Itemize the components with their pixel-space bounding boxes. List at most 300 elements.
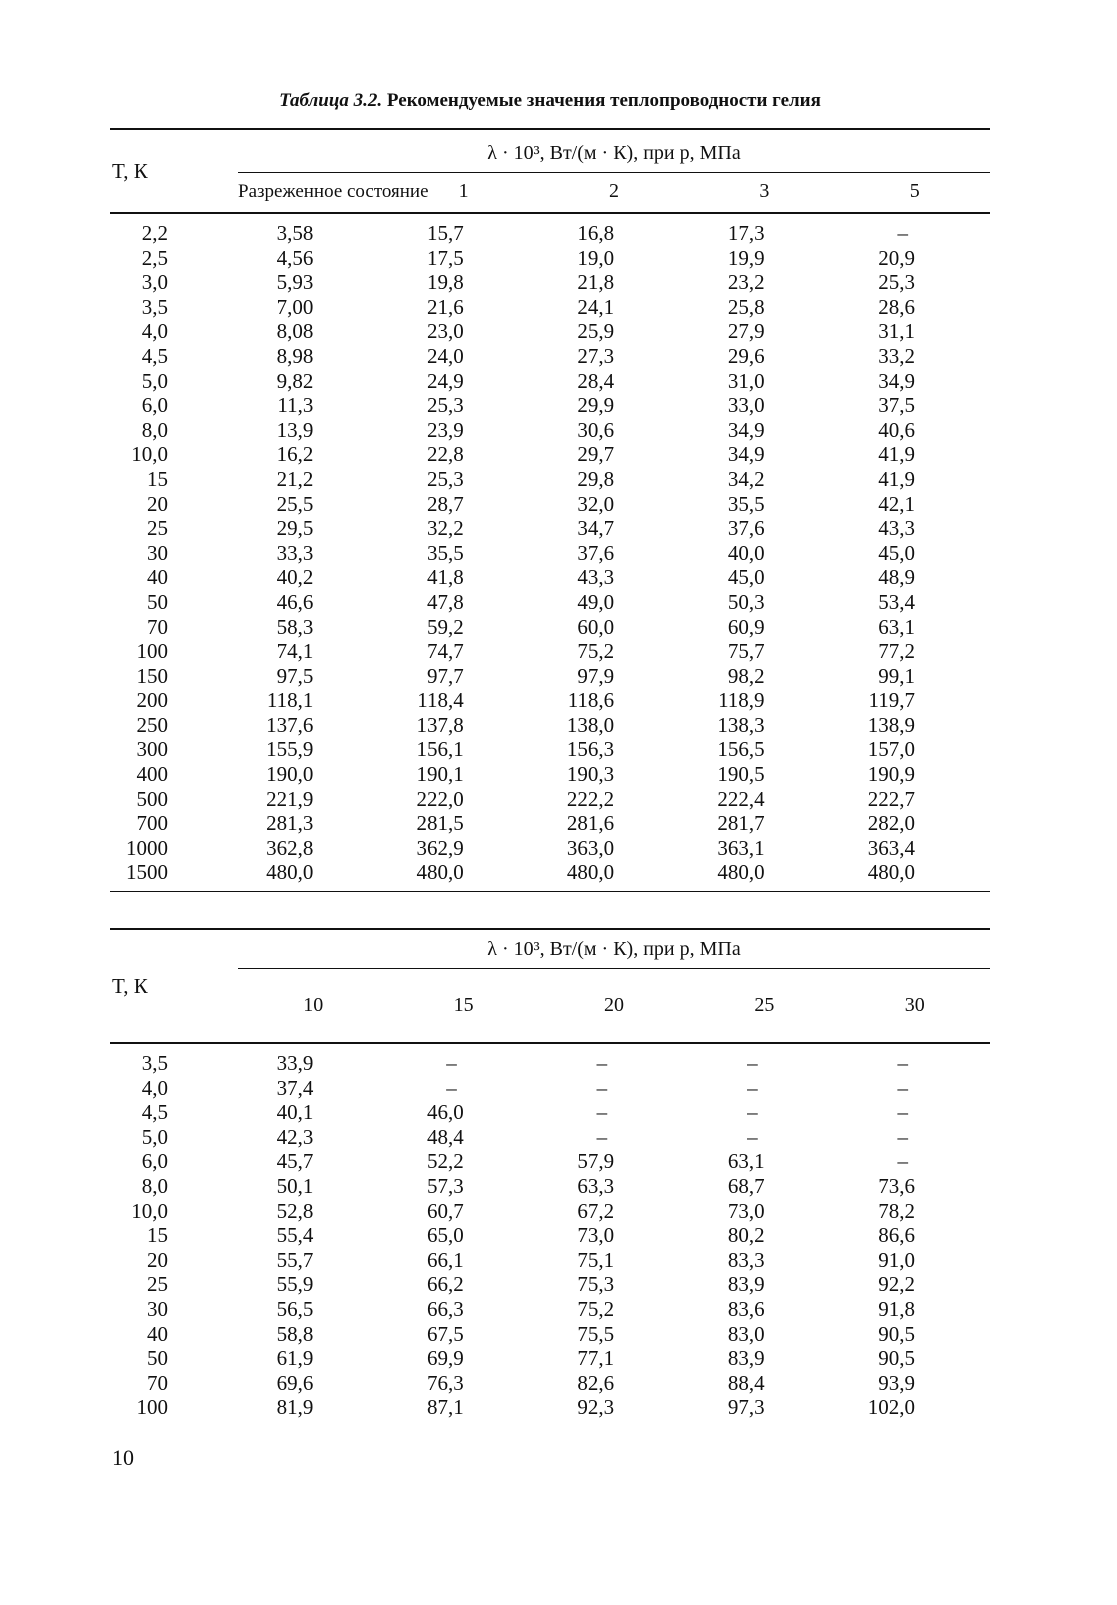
conductivity-cell: 65,0 — [427, 1223, 464, 1248]
table-row — [110, 1199, 990, 1224]
temperature-cell: 500 — [136, 786, 168, 811]
conductivity-cell: 60,9 — [727, 614, 765, 639]
conductivity-cell: 25,3 — [878, 270, 915, 295]
column-header: Разреженное состояние — [238, 173, 388, 214]
page-number: 10 — [112, 1445, 134, 1470]
conductivity-cell: 32,2 — [427, 516, 464, 541]
conductivity-cell: 56,5 — [276, 1296, 314, 1321]
temperature-header: T, К — [110, 929, 238, 1043]
conductivity-cell: – — [840, 213, 990, 246]
table-title: Рекомендуемые значения теплопроводности гелия — [386, 90, 821, 111]
conductivity-cell: 118,9 — [718, 688, 765, 713]
table-row — [110, 1322, 990, 1347]
conductivity-cell: 50,1 — [276, 1173, 314, 1198]
conductivity-cell: 73,6 — [878, 1173, 915, 1198]
temperature-cell: 3,0 — [141, 270, 168, 295]
conductivity-cell: – — [897, 1149, 908, 1174]
conductivity-cell: 221,9 — [266, 786, 314, 811]
temperature-cell: 25 — [147, 516, 168, 541]
conductivity-cell: 25,3 — [427, 466, 464, 491]
conductivity-cell: 8,08 — [276, 319, 314, 344]
table-row — [110, 762, 990, 787]
conductivity-cell: 41,9 — [878, 466, 915, 491]
conductivity-cell: 7,00 — [276, 294, 314, 319]
conductivity-table-low-pressure — [110, 128, 990, 892]
conductivity-cell: 222,7 — [867, 786, 915, 811]
conductivity-cell: 75,5 — [577, 1321, 615, 1346]
table-row — [110, 664, 990, 689]
conductivity-cell: 91,8 — [878, 1296, 915, 1321]
conductivity-cell: – — [596, 1100, 608, 1125]
temperature-cell: 70 — [147, 1370, 168, 1395]
conductivity-cell: 82,6 — [577, 1370, 615, 1395]
conductivity-cell: – — [596, 1124, 608, 1149]
table-row — [110, 442, 990, 467]
conductivity-cell: – — [388, 1043, 538, 1076]
conductivity-cell: 57,9 — [577, 1149, 615, 1174]
conductivity-cell: 67,2 — [577, 1198, 615, 1223]
conductivity-cell: 281,3 — [266, 811, 314, 836]
conductivity-cell: 23,2 — [727, 270, 765, 295]
conductivity-cell: 19,0 — [577, 245, 615, 270]
temperature-cell: 150 — [136, 663, 168, 688]
conductivity-cell: 119,7 — [868, 688, 915, 713]
conductivity-cell: 19,9 — [727, 245, 765, 270]
conductivity-cell: 83,9 — [727, 1346, 765, 1371]
conductivity-cell: 37,6 — [577, 540, 615, 565]
conductivity-cell: 23,0 — [427, 319, 464, 344]
conductivity-cell: 24,9 — [427, 368, 464, 393]
table-row — [110, 565, 990, 590]
temperature-cell: 15 — [147, 466, 168, 491]
conductivity-cell: 52,8 — [276, 1198, 314, 1223]
conductivity-cell: 75,7 — [727, 639, 765, 664]
conductivity-cell: 190,0 — [266, 762, 314, 787]
conductivity-cell: 21,2 — [276, 466, 314, 491]
temperature-cell: 400 — [136, 762, 168, 787]
conductivity-cell: 80,2 — [727, 1223, 765, 1248]
conductivity-cell: 69,6 — [276, 1370, 314, 1395]
table-end-rule — [110, 892, 990, 893]
conductivity-cell: 60,7 — [427, 1198, 464, 1223]
conductivity-group-header: λ · 10³, Вт/(м · К), при p, МПа — [238, 129, 990, 173]
conductivity-cell: 58,3 — [276, 614, 314, 639]
table-row — [110, 1248, 990, 1273]
conductivity-cell: 222,0 — [416, 786, 464, 811]
conductivity-cell: 25,3 — [427, 393, 464, 418]
conductivity-cell: 363,4 — [867, 835, 915, 860]
conductivity-cell: 52,2 — [427, 1149, 464, 1174]
conductivity-cell: 75,1 — [577, 1247, 615, 1272]
conductivity-cell: 83,3 — [727, 1247, 765, 1272]
conductivity-cell: 73,0 — [727, 1198, 765, 1223]
table-row — [110, 1395, 990, 1426]
temperature-cell: 700 — [136, 811, 168, 836]
conductivity-cell: 46,0 — [427, 1100, 464, 1125]
conductivity-cell: 45,0 — [878, 540, 915, 565]
conductivity-cell: 92,3 — [577, 1395, 615, 1420]
conductivity-cell: 13,9 — [276, 417, 314, 442]
conductivity-cell: 33,9 — [238, 1043, 388, 1076]
table-row — [110, 213, 990, 246]
table-row — [110, 860, 990, 891]
conductivity-cell: 25,5 — [276, 491, 314, 516]
conductivity-cell: 48,4 — [427, 1124, 464, 1149]
column-header: 1 — [388, 173, 538, 214]
temperature-cell: 300 — [136, 737, 168, 762]
conductivity-cell: 88,4 — [727, 1370, 765, 1395]
conductivity-cell: 34,7 — [577, 516, 615, 541]
conductivity-cell: 76,3 — [427, 1370, 464, 1395]
column-header: 20 — [539, 969, 689, 1044]
conductivity-cell: 53,4 — [878, 589, 915, 614]
conductivity-cell: 21,8 — [577, 270, 615, 295]
temperature-cell: 15 — [147, 1223, 168, 1248]
table-row — [110, 393, 990, 418]
conductivity-cell: 190,3 — [566, 762, 615, 787]
conductivity-cell: 480,0 — [416, 860, 464, 885]
conductivity-cell: 93,9 — [878, 1370, 915, 1395]
conductivity-cell: 61,9 — [276, 1346, 314, 1371]
conductivity-group-header: λ · 10³, Вт/(м · К), при p, МПа — [238, 929, 990, 969]
conductivity-cell: 27,9 — [727, 319, 765, 344]
conductivity-cell: – — [897, 1124, 908, 1149]
table-row — [110, 1149, 990, 1174]
table-row — [110, 1125, 990, 1150]
conductivity-cell: 73,0 — [577, 1223, 615, 1248]
temperature-cell: 5,0 — [141, 1124, 168, 1149]
conductivity-cell: – — [897, 1100, 908, 1125]
temperature-cell: 20 — [147, 1247, 168, 1272]
table-row — [110, 246, 990, 271]
conductivity-cell: 81,9 — [276, 1395, 314, 1420]
conductivity-cell: 35,5 — [427, 540, 464, 565]
conductivity-cell: 63,3 — [577, 1173, 615, 1198]
conductivity-cell: 78,2 — [878, 1198, 915, 1223]
conductivity-cell: 27,3 — [577, 343, 615, 368]
conductivity-cell: 118,4 — [417, 688, 464, 713]
conductivity-cell: 67,5 — [427, 1321, 464, 1346]
conductivity-cell: 17,3 — [689, 213, 839, 246]
conductivity-cell: 28,6 — [878, 294, 915, 319]
conductivity-cell: 480,0 — [566, 860, 615, 885]
conductivity-cell: 156,1 — [416, 737, 464, 762]
conductivity-cell: 77,2 — [878, 639, 915, 664]
conductivity-cell: 99,1 — [878, 663, 915, 688]
conductivity-cell: 45,0 — [727, 565, 765, 590]
conductivity-cell: 362,9 — [416, 835, 464, 860]
conductivity-cell: 34,9 — [727, 442, 765, 467]
conductivity-cell: 23,9 — [427, 417, 464, 442]
conductivity-cell: – — [539, 1043, 689, 1076]
conductivity-cell: 11,3 — [277, 393, 314, 418]
conductivity-cell: 66,1 — [427, 1247, 464, 1272]
conductivity-cell: 480,0 — [867, 860, 915, 885]
temperature-cell: 2,2 — [110, 213, 238, 246]
conductivity-cell: 41,8 — [427, 565, 464, 590]
conductivity-cell: 55,9 — [276, 1272, 314, 1297]
conductivity-cell: 42,1 — [878, 491, 915, 516]
temperature-cell: 4,0 — [141, 319, 168, 344]
temperature-cell: 6,0 — [141, 1149, 168, 1174]
conductivity-cell: 83,9 — [727, 1272, 765, 1297]
temperature-cell: 25 — [147, 1272, 168, 1297]
table-row — [110, 590, 990, 615]
column-header: 25 — [689, 969, 839, 1044]
conductivity-cell: 138,3 — [717, 712, 765, 737]
conductivity-cell: 97,9 — [577, 663, 615, 688]
table-caption — [110, 90, 990, 112]
table-row — [110, 1043, 990, 1076]
conductivity-cell: 35,5 — [727, 491, 765, 516]
conductivity-cell: 41,9 — [878, 442, 915, 467]
conductivity-cell: 55,4 — [276, 1223, 314, 1248]
conductivity-cell: 50,3 — [727, 589, 765, 614]
conductivity-cell: 66,2 — [427, 1272, 464, 1297]
table-row — [110, 467, 990, 492]
conductivity-cell: 4,56 — [276, 245, 314, 270]
temperature-cell: 2,5 — [141, 245, 168, 270]
conductivity-cell: 60,0 — [577, 614, 615, 639]
conductivity-cell: 31,1 — [878, 319, 915, 344]
conductivity-cell: 29,8 — [577, 466, 615, 491]
conductivity-cell: 28,4 — [577, 368, 615, 393]
conductivity-cell: 32,0 — [577, 491, 615, 516]
conductivity-cell: 83,0 — [727, 1321, 765, 1346]
temperature-cell: 8,0 — [141, 1173, 168, 1198]
conductivity-cell: 45,7 — [276, 1149, 314, 1174]
conductivity-cell: 77,1 — [577, 1346, 615, 1371]
conductivity-cell: 20,9 — [878, 245, 915, 270]
temperature-cell: 70 — [147, 614, 168, 639]
temperature-cell: 3,5 — [110, 1043, 238, 1076]
conductivity-cell: 138,0 — [566, 712, 615, 737]
temperature-cell: 10,0 — [131, 1198, 168, 1223]
table-row — [110, 737, 990, 762]
table-row — [110, 1346, 990, 1371]
temperature-cell: 30 — [147, 540, 168, 565]
conductivity-cell: 29,5 — [276, 516, 314, 541]
conductivity-cell: 15,7 — [388, 213, 538, 246]
conductivity-cell: 34,2 — [727, 466, 765, 491]
table-row — [110, 295, 990, 320]
conductivity-cell: 37,4 — [276, 1075, 314, 1100]
temperature-cell: 40 — [147, 1321, 168, 1346]
conductivity-cell: 49,0 — [577, 589, 615, 614]
conductivity-cell: 281,7 — [717, 811, 765, 836]
conductivity-cell: 47,8 — [427, 589, 464, 614]
conductivity-cell: 282,0 — [867, 811, 915, 836]
conductivity-cell: 190,5 — [717, 762, 765, 787]
conductivity-cell: 33,3 — [276, 540, 314, 565]
conductivity-cell: 75,2 — [577, 639, 615, 664]
conductivity-cell: 25,9 — [577, 319, 615, 344]
conductivity-cell: 75,2 — [577, 1296, 615, 1321]
table-row — [110, 1076, 990, 1101]
table-row — [110, 615, 990, 640]
temperature-cell: 50 — [147, 1346, 168, 1371]
temperature-cell: 4,5 — [141, 343, 168, 368]
conductivity-cell: 58,8 — [276, 1321, 314, 1346]
conductivity-cell: 74,7 — [427, 639, 464, 664]
table-row — [110, 787, 990, 812]
conductivity-cell: 40,0 — [727, 540, 765, 565]
column-header: 30 — [840, 969, 990, 1044]
temperature-cell: 200 — [136, 688, 168, 713]
rule-line — [110, 892, 990, 893]
conductivity-cell: 17,5 — [427, 245, 464, 270]
column-header: 2 — [539, 173, 689, 214]
table-row — [110, 811, 990, 836]
conductivity-cell: – — [689, 1043, 839, 1076]
table-row — [110, 1223, 990, 1248]
table-row — [110, 713, 990, 738]
temperature-cell: 100 — [136, 1395, 168, 1420]
conductivity-cell: 98,2 — [727, 663, 765, 688]
conductivity-cell: 63,1 — [727, 1149, 765, 1174]
table-row — [110, 270, 990, 295]
conductivity-cell: – — [747, 1100, 758, 1125]
table-row — [110, 319, 990, 344]
conductivity-cell: 363,0 — [566, 835, 615, 860]
conductivity-cell: – — [747, 1124, 758, 1149]
table-row — [110, 639, 990, 664]
temperature-cell: 5,0 — [141, 368, 168, 393]
conductivity-cell: 138,9 — [867, 712, 915, 737]
temperature-cell: 20 — [147, 491, 168, 516]
column-header: 3 — [689, 173, 839, 214]
conductivity-cell: 90,5 — [878, 1321, 915, 1346]
conductivity-cell: 157,0 — [867, 737, 915, 762]
conductivity-cell: 40,6 — [878, 417, 915, 442]
conductivity-cell: 155,9 — [266, 737, 314, 762]
temperature-cell: 6,0 — [141, 393, 168, 418]
conductivity-cell: 29,6 — [727, 343, 765, 368]
table-row — [110, 344, 990, 369]
conductivity-cell: 92,2 — [878, 1272, 915, 1297]
conductivity-cell: 57,3 — [427, 1173, 464, 1198]
table-row — [110, 1174, 990, 1199]
table-label: Таблица 3.2. — [279, 90, 383, 111]
conductivity-cell: 16,8 — [539, 213, 689, 246]
table-row — [110, 516, 990, 541]
conductivity-cell: 24,1 — [577, 294, 615, 319]
temperature-cell: 4,0 — [141, 1075, 168, 1100]
table-row — [110, 1297, 990, 1322]
conductivity-cell: 97,7 — [427, 663, 464, 688]
conductivity-cell: 97,5 — [276, 663, 314, 688]
conductivity-cell: 222,4 — [717, 786, 765, 811]
conductivity-cell: 156,3 — [566, 737, 615, 762]
conductivity-cell: 31,0 — [727, 368, 765, 393]
conductivity-cell: 55,7 — [276, 1247, 314, 1272]
conductivity-cell: 40,2 — [276, 565, 314, 590]
conductivity-cell: 480,0 — [266, 860, 314, 885]
temperature-cell: 250 — [136, 712, 168, 737]
conductivity-cell: 33,2 — [878, 343, 915, 368]
conductivity-cell: 480,0 — [717, 860, 765, 885]
conductivity-cell: 33,0 — [727, 393, 765, 418]
conductivity-cell: 48,9 — [878, 565, 915, 590]
temperature-cell: 4,5 — [141, 1100, 168, 1125]
temperature-cell: 8,0 — [141, 417, 168, 442]
conductivity-cell: 34,9 — [727, 417, 765, 442]
table-row — [110, 541, 990, 566]
conductivity-cell: 90,5 — [878, 1346, 915, 1371]
conductivity-cell: 74,1 — [276, 639, 314, 664]
conductivity-cell: 34,9 — [878, 368, 915, 393]
table-body — [110, 1043, 990, 1426]
conductivity-cell: 86,6 — [878, 1223, 915, 1248]
conductivity-cell: 75,3 — [577, 1272, 615, 1297]
conductivity-cell: 137,8 — [416, 712, 464, 737]
conductivity-cell: 22,8 — [427, 442, 464, 467]
conductivity-cell: 40,1 — [276, 1100, 314, 1125]
conductivity-cell: 24,0 — [427, 343, 464, 368]
conductivity-cell: 3,58 — [238, 213, 388, 246]
conductivity-cell: – — [897, 1075, 908, 1100]
conductivity-cell: 16,2 — [276, 442, 314, 467]
conductivity-cell: 59,2 — [427, 614, 464, 639]
conductivity-cell: 156,5 — [717, 737, 765, 762]
conductivity-cell: 29,9 — [577, 393, 615, 418]
conductivity-cell: – — [840, 1043, 990, 1076]
conductivity-cell: 25,8 — [727, 294, 765, 319]
conductivity-cell: – — [747, 1075, 758, 1100]
column-header: 15 — [388, 969, 538, 1044]
temperature-cell: 3,5 — [141, 294, 168, 319]
conductivity-cell: 42,3 — [276, 1124, 314, 1149]
conductivity-cell: 63,1 — [878, 614, 915, 639]
conductivity-cell: 362,8 — [266, 835, 314, 860]
table-row — [110, 369, 990, 394]
temperature-cell: 50 — [147, 589, 168, 614]
temperature-cell: 1000 — [126, 835, 168, 860]
conductivity-cell: – — [446, 1075, 457, 1100]
conductivity-cell: 68,7 — [727, 1173, 765, 1198]
conductivity-cell: 30,6 — [577, 417, 615, 442]
conductivity-cell: 190,9 — [867, 762, 915, 787]
table-row — [110, 1371, 990, 1396]
column-header: 10 — [238, 969, 388, 1044]
conductivity-cell: 118,6 — [567, 688, 615, 713]
table-row — [110, 418, 990, 443]
conductivity-table-high-pressure — [110, 928, 990, 1426]
temperature-header: T, К — [110, 129, 238, 213]
conductivity-cell: – — [596, 1075, 608, 1100]
conductivity-cell: 97,3 — [727, 1395, 765, 1420]
table-body — [110, 213, 990, 892]
conductivity-cell: 37,5 — [878, 393, 915, 418]
conductivity-cell: 87,1 — [427, 1395, 464, 1420]
conductivity-cell: 37,6 — [727, 516, 765, 541]
conductivity-cell: 69,9 — [427, 1346, 464, 1371]
temperature-cell: 1500 — [126, 860, 168, 885]
conductivity-cell: 29,7 — [577, 442, 615, 467]
conductivity-cell: 281,5 — [416, 811, 464, 836]
conductivity-cell: 43,3 — [878, 516, 915, 541]
conductivity-cell: 102,0 — [867, 1395, 915, 1420]
conductivity-cell: 91,0 — [878, 1247, 915, 1272]
conductivity-cell: 190,1 — [416, 762, 464, 787]
table-row — [110, 1272, 990, 1297]
conductivity-cell: 118,1 — [266, 688, 314, 713]
conductivity-cell: 83,6 — [727, 1296, 765, 1321]
conductivity-cell: 46,6 — [276, 589, 314, 614]
temperature-cell: 100 — [136, 639, 168, 664]
table-row — [110, 836, 990, 861]
conductivity-cell: 66,3 — [427, 1296, 464, 1321]
